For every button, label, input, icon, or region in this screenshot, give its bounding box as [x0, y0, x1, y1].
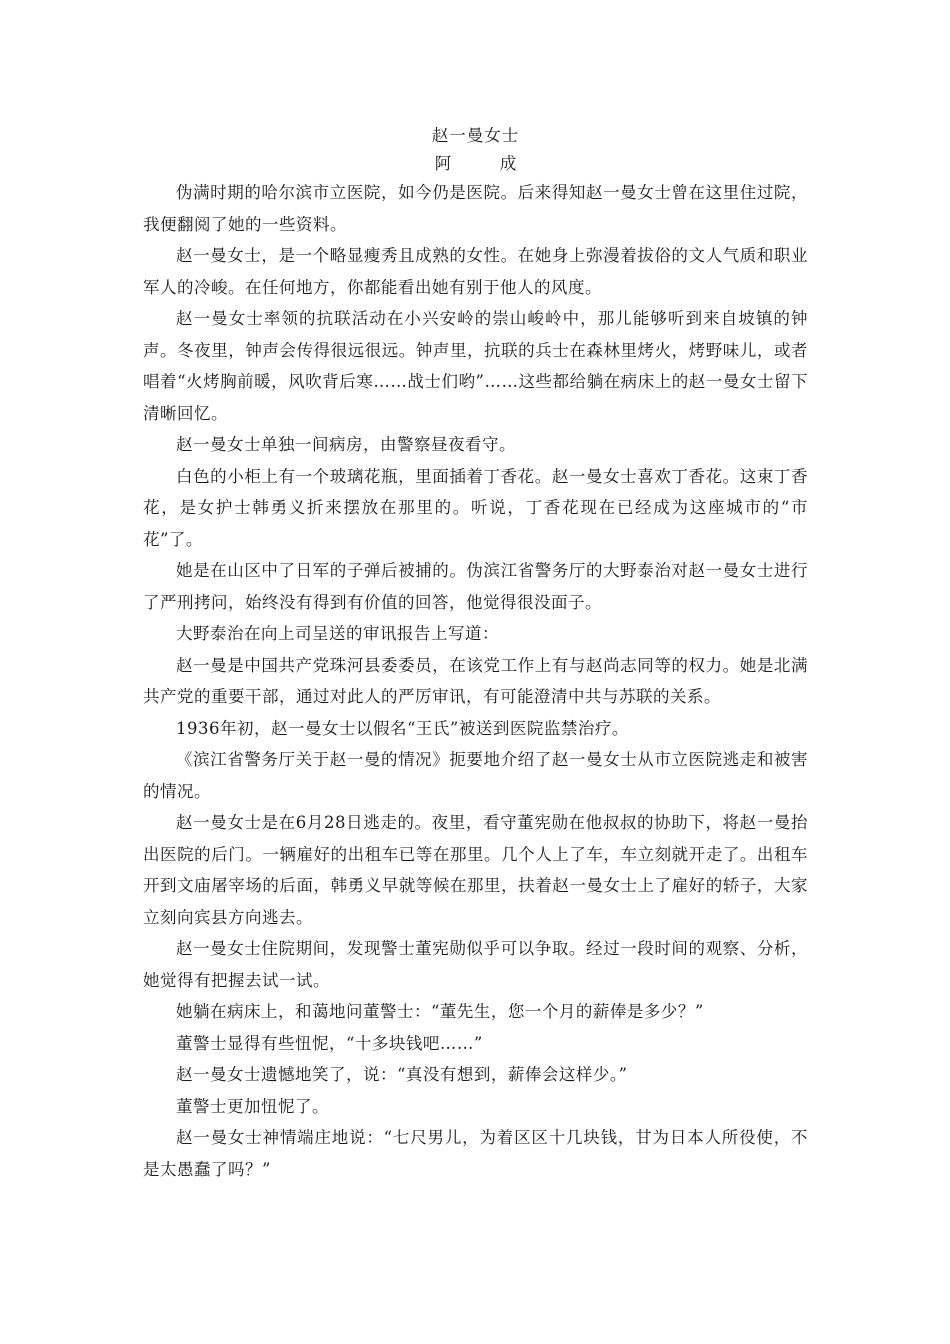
paragraph: 赵一曼女士神情端庄地说：“七尺男儿，为着区区十几块钱，甘为日本人所役使，不是太愚蠢了吗？”	[143, 1128, 808, 1179]
paragraph: 《滨江省警务厅关于赵一曼的情况》扼要地介绍了赵一曼女士从市立医院逃走和被害的情况。	[143, 750, 808, 801]
paragraph: 赵一曼女士是在6月28日逃走的。夜里，看守董宪勋在他叔叔的协助下，将赵一曼抬出医院的后门。一辆雇好的出租车已等在那里。几个人上了车，车立刻就开走了。出租车开到文庙屠宰场的后面，韩勇义早就等候在那里，扶着赵一曼女士上了雇好的轿子，大家立刻向宾县方向逃去。	[143, 813, 808, 927]
article-title: 赵一曼女士	[431, 126, 520, 145]
paragraph: 赵一曼是中国共产党珠河县委委员，在该党工作上有与赵尚志同等的权力。她是北满共产党的重要干部，通过对此人的严厉审讯，有可能澄清中共与苏联的关系。	[143, 655, 808, 706]
document-page	[143, 123, 808, 1185]
paragraph: 伪满时期的哈尔滨市立医院，如今仍是医院。后来得知赵一曼女士曾在这里住过院，我便翻阅了她的一些资料。	[143, 183, 808, 234]
paragraph: 她是在山区中了日军的子弹后被捕的。伪滨江省警务厅的大野泰治对赵一曼女士进行了严刑拷问，始终没有得到有价值的回答，他觉得很没面子。	[143, 561, 808, 612]
article-author: 阿 成	[434, 154, 533, 173]
paragraph: 赵一曼女士住院期间，发现警士董宪勋似乎可以争取。经过一段时间的观察、分析，她觉得有把握去试一试。	[143, 939, 808, 990]
paragraph: 董警士更加忸怩了。	[176, 1096, 329, 1116]
paragraph: 赵一曼女士，是一个略显瘦秀且成熟的女性。在她身上弥漫着拔俗的文人气质和职业军人的冷峻。在任何地方，你都能看出她有别于他人的风度。	[143, 246, 808, 297]
paragraph: 大野泰治在向上司呈送的审讯报告上写道：	[176, 624, 499, 643]
paragraph: 董警士显得有些忸怩，“十多块钱吧……”	[176, 1033, 483, 1053]
paragraph: 赵一曼女士单独一间病房，由警察昼夜看守。	[176, 435, 516, 454]
paragraph: 1936年初，赵一曼女士以假名“王氏”被送到医院监禁治疗。	[176, 718, 629, 738]
paragraph: 赵一曼女士率领的抗联活动在小兴安岭的崇山峻岭中，那儿能够听到来自坡镇的钟声。冬夜里，钟声会传得很远很远。钟声里，抗联的兵士在森林里烤火，烤野味儿，或者唱着“火烤胸前暖，风吹背后寒……战士们哟”……这些都给躺在病床上的赵一曼女士留下清晰回忆。	[143, 309, 808, 423]
paragraph: 赵一曼女士遗憾地笑了，说：“真没有想到，薪俸会这样少。”	[176, 1065, 628, 1084]
paragraph: 白色的小柜上有一个玻璃花瓶，里面插着丁香花。赵一曼女士喜欢丁香花。这束丁香花，是女护士韩勇义折来摆放在那里的。听说，丁香花现在已经成为这座城市的“市花”了。	[143, 466, 808, 549]
paragraph: 她躺在病床上，和蔼地问董警士：“董先生，您一个月的薪俸是多少？”	[176, 1002, 704, 1021]
article-body	[143, 177, 808, 1185]
